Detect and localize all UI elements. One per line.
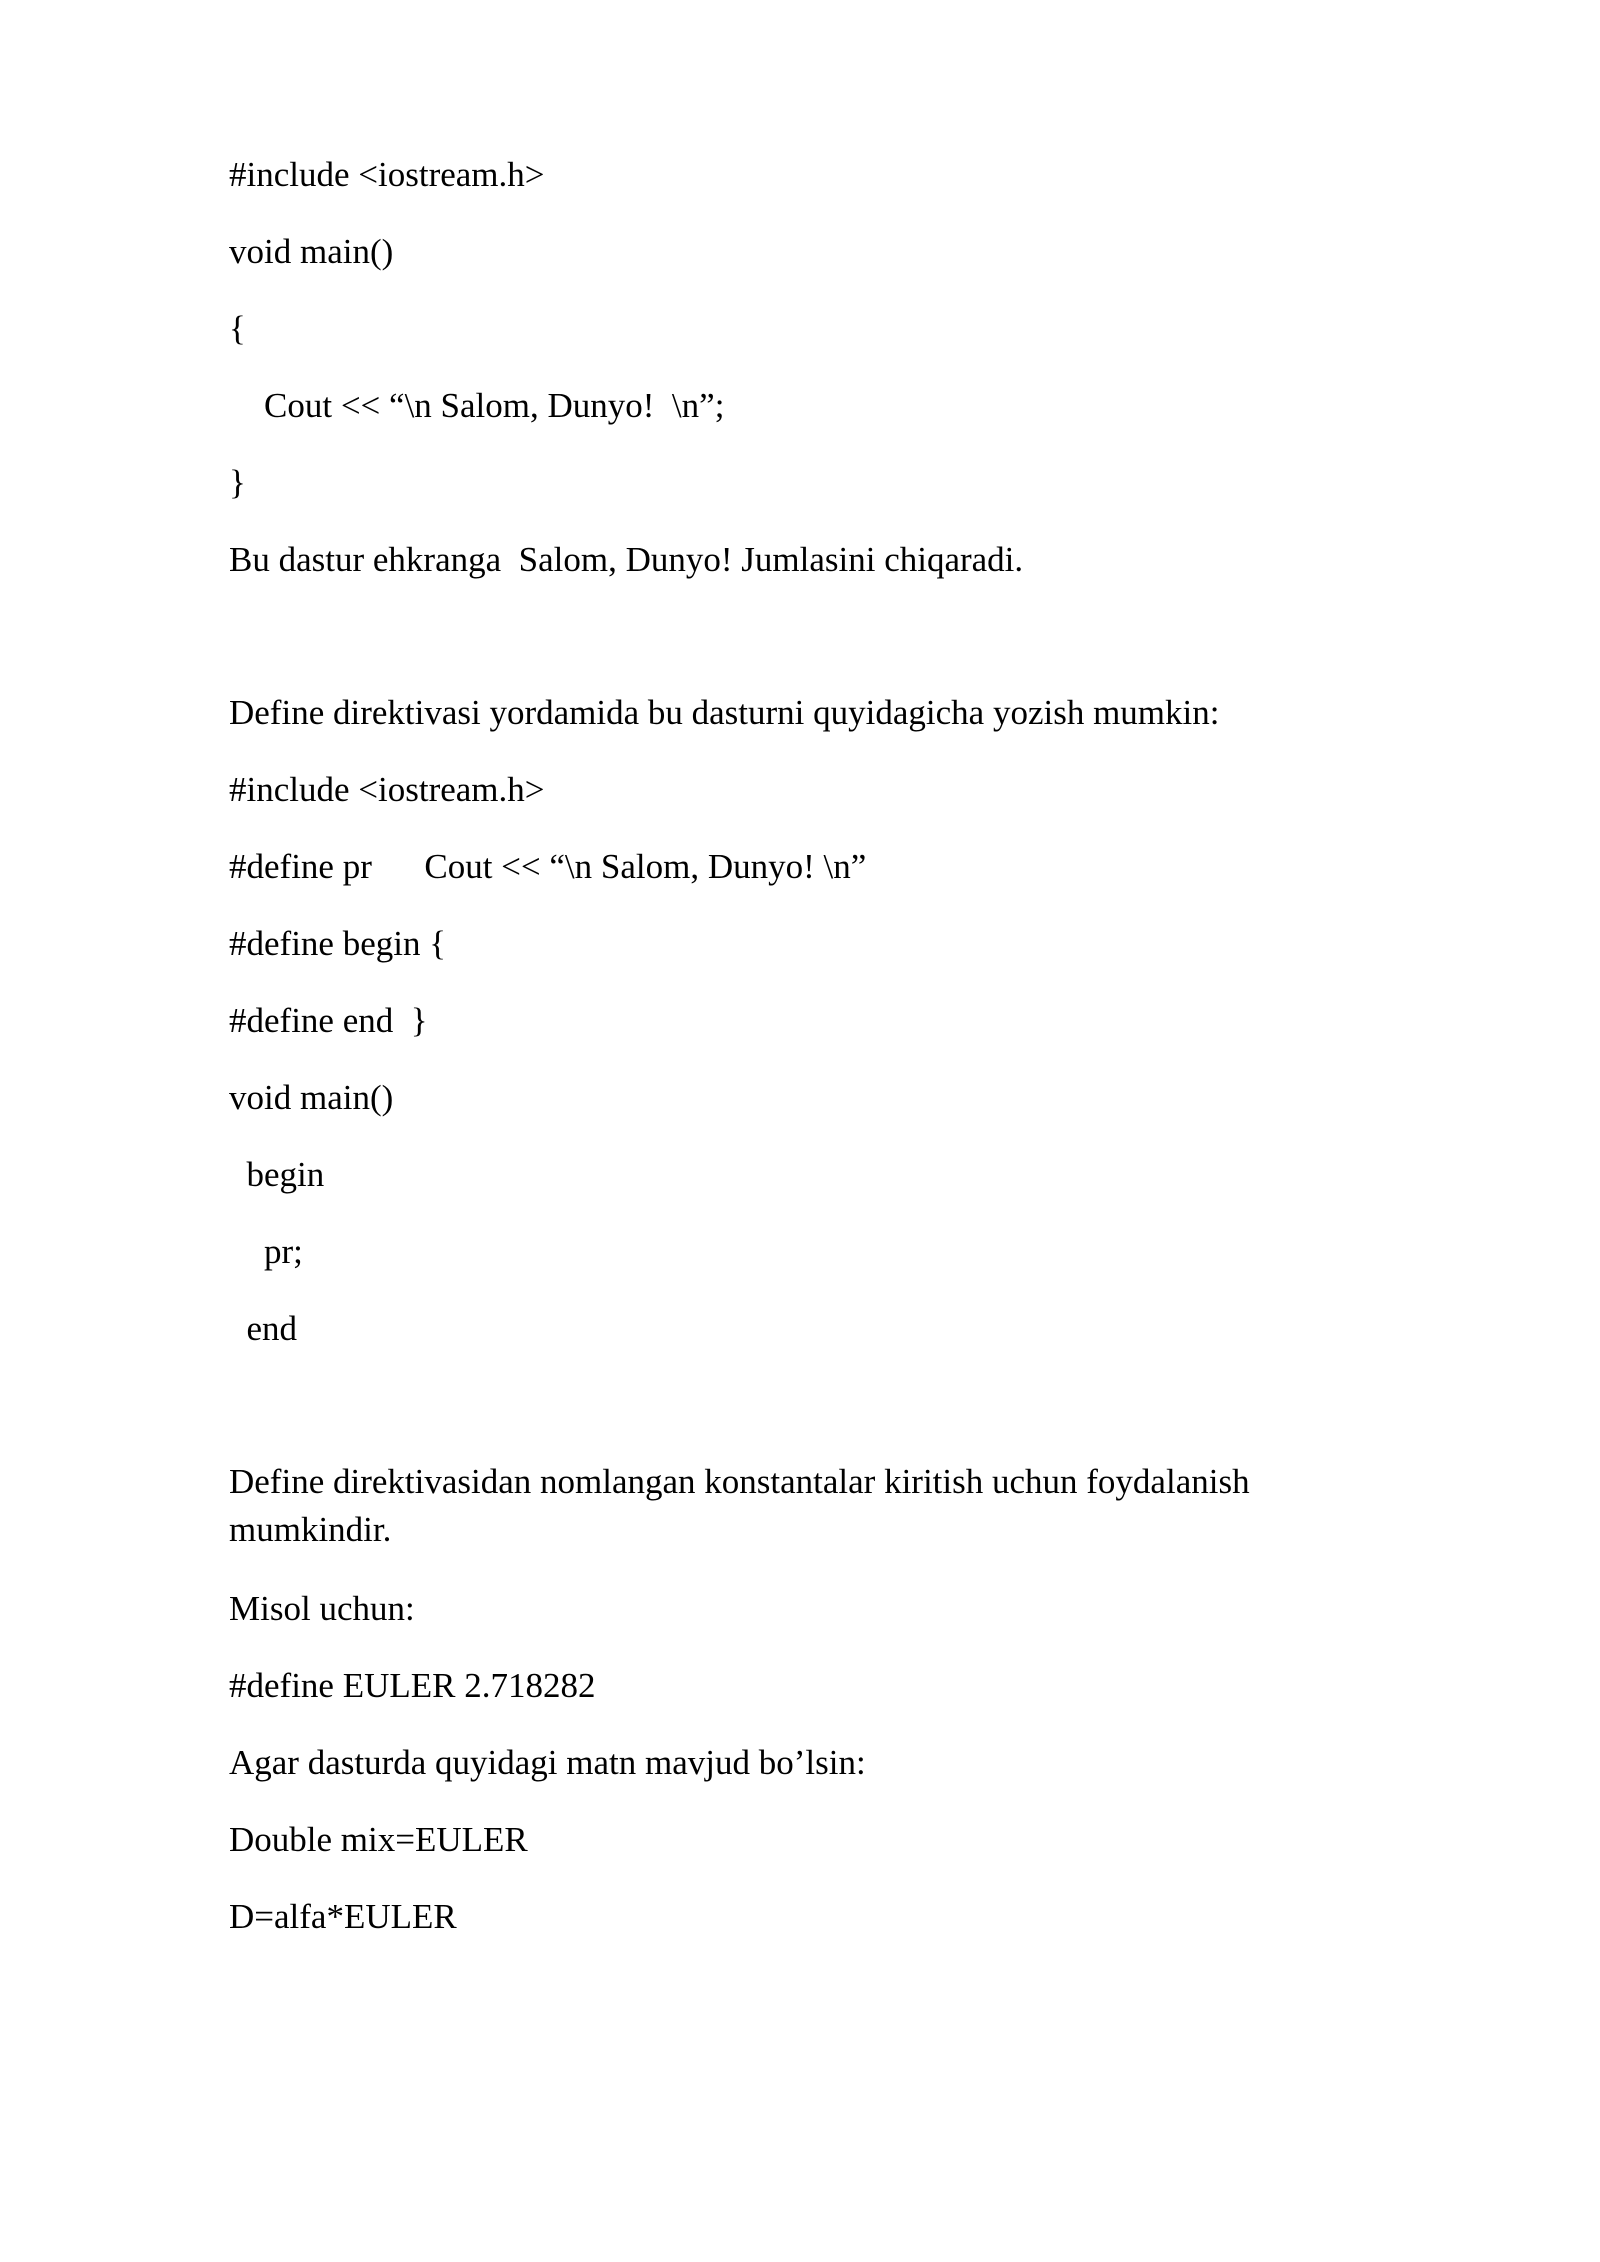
code-line-cout: Cout << “\n Salom, Dunyo! \n”; — [229, 386, 725, 425]
paragraph-output-description: Bu dastur ehkranga Salom, Dunyo! Jumlasini chiqaradi. — [229, 540, 1024, 579]
code-line-open-brace: { — [229, 309, 246, 348]
code-line-pr: pr; — [229, 1232, 303, 1271]
paragraph-program-text: Agar dasturda quyidagi matn mavjud bo’lsin: — [229, 1743, 866, 1782]
code-line-double-mix: Double mix=EULER — [229, 1820, 528, 1859]
code-line-main-2: void main() — [229, 1078, 394, 1117]
code-line-main: void main() — [229, 232, 394, 271]
paragraph-constants: Define direktivasidan nomlangan konstantalar kiritish uchun foydalanish mumkindir. — [229, 1462, 1250, 1549]
code-line-alfa: D=alfa*EULER — [229, 1897, 457, 1936]
code-line-include: #include <iostream.h> — [229, 155, 545, 194]
code-line-end: end — [229, 1309, 298, 1348]
code-line-define-begin: #define begin { — [229, 924, 447, 963]
code-line-include-2: #include <iostream.h> — [229, 770, 545, 809]
paragraph-define-intro: Define direktivasi yordamida bu dasturni quyidagicha yozish mumkin: — [229, 693, 1220, 732]
code-line-close-brace: } — [229, 463, 246, 502]
code-line-begin: begin — [229, 1155, 325, 1194]
code-line-define-pr: #define pr Cout << “\n Salom, Dunyo! \n” — [229, 847, 867, 886]
paragraph-example-label: Misol uchun: — [229, 1589, 415, 1628]
code-line-define-end: #define end } — [229, 1001, 428, 1040]
code-line-define-euler: #define EULER 2.718282 — [229, 1666, 596, 1705]
